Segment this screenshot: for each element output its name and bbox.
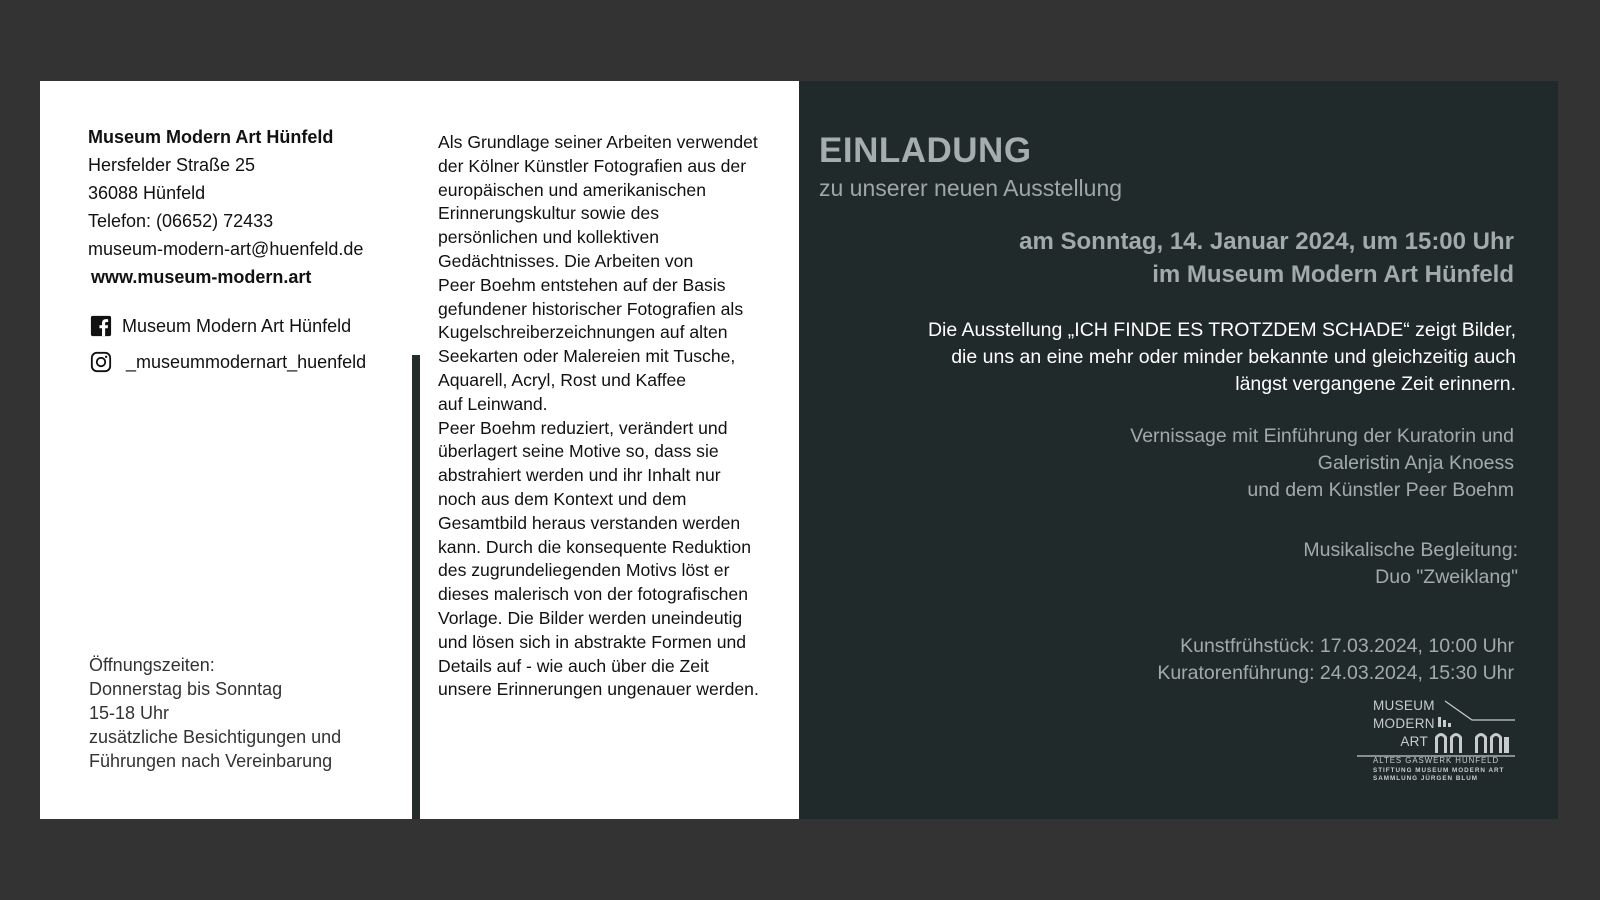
website-link: www.museum-modern.art	[91, 267, 312, 287]
vernissage-line: Galeristin Anja Knoess	[1317, 452, 1514, 474]
description-line: der Kölner Künstler Fotografien aus der	[438, 155, 747, 176]
further-events	[1157, 633, 1514, 687]
description-line: Seekarten oder Malereien mit Tusche,	[438, 346, 736, 367]
exhibition-description	[928, 317, 1516, 398]
hours-time: 15-18 Uhr	[89, 703, 170, 723]
street-address: Hersfelder Straße 25	[88, 155, 256, 175]
instagram-label: _museummodernart_huenfeld	[126, 351, 367, 372]
museum-logo	[1357, 697, 1515, 793]
hours-extra-line: zusätzliche Besichtigungen und	[89, 727, 342, 747]
museum-name: Museum Modern Art Hünfeld	[88, 127, 334, 147]
description-line: kann. Durch die konsequente Reduktion	[438, 536, 751, 557]
music-heading: Musikalische Begleitung:	[1303, 539, 1518, 561]
vernissage-info	[1130, 423, 1514, 504]
instagram-row	[90, 351, 366, 373]
description-line: Vorlage. Die Bilder werden uneindeutig	[438, 607, 743, 628]
description-line: unsere Erinnerungen ungenauer werden.	[438, 679, 759, 700]
invitation-subtitle: zu unserer neuen Ausstellung	[819, 175, 1123, 201]
city-address: 36088 Hünfeld	[88, 183, 206, 203]
info-panel	[40, 81, 799, 819]
description-line: Erinnerungskultur sowie des	[438, 203, 660, 224]
contact-block	[88, 123, 363, 291]
logo-word: MODERN	[1373, 716, 1435, 731]
description-line: Peer Boehm reduziert, verändert und	[438, 417, 728, 438]
facebook-icon	[90, 315, 112, 337]
invitation-title: EINLADUNG	[819, 131, 1032, 170]
description-line: Aquarell, Acryl, Rost und Kaffee	[438, 369, 687, 390]
vernissage-line: und dem Künstler Peer Boehm	[1247, 479, 1514, 501]
description-line: Gesamtbild heraus verstanden werden	[438, 512, 741, 533]
facebook-label: Museum Modern Art Hünfeld	[122, 315, 352, 336]
logo-wordmark	[1373, 697, 1435, 751]
hours-extra-line: Führungen nach Vereinbarung	[89, 751, 333, 771]
event-item: Kuratorenführung: 24.03.2024, 15:30 Uhr	[1157, 662, 1514, 684]
description-line: Kugelschreiberzeichnungen auf alten	[438, 322, 728, 343]
description-line: auf Leinwand.	[438, 393, 548, 414]
description-line: noch aus dem Kontext und dem	[438, 488, 687, 509]
exhibition-line: längst vergangene Zeit erinnern.	[1235, 373, 1516, 395]
vertical-divider	[412, 355, 420, 819]
opening-hours	[89, 653, 341, 773]
description-line: Details auf - wie auch über die Zeit	[438, 655, 709, 676]
facebook-row	[90, 315, 351, 337]
invitation-card	[40, 81, 1558, 819]
logo-subline: SAMMLUNG JÜRGEN BLUM	[1373, 775, 1479, 782]
logo-word: MUSEUM	[1373, 698, 1435, 713]
exhibition-line: die uns an eine mehr oder minder bekannte und gleichzeitig auch	[951, 346, 1516, 368]
artist-description	[438, 131, 783, 702]
description-line: Gedächtnisses. Die Arbeiten von	[438, 250, 694, 271]
logo-subline: ALTES GASWERK HÜNFELD	[1373, 756, 1500, 765]
logo-word: ART	[1400, 734, 1428, 749]
music-info	[1303, 537, 1518, 591]
event-item: Kunstfrühstück: 17.03.2024, 10:00 Uhr	[1180, 635, 1514, 657]
description-line: dieses malerisch von der fotografischen	[438, 584, 749, 605]
hours-heading: Öffnungszeiten:	[89, 655, 215, 675]
exhibition-line: Die Ausstellung „ICH FINDE ES TROTZDEM SCHADE“ zeigt Bilder,	[927, 319, 1516, 341]
description-line: abstrahiert werden und ihr Inhalt nur	[438, 465, 721, 486]
event-date: am Sonntag, 14. Januar 2024, um 15:00 Uhr	[1019, 228, 1514, 255]
event-location: im Museum Modern Art Hünfeld	[1152, 261, 1514, 288]
logo-subline: STIFTUNG MUSEUM MODERN ART	[1373, 767, 1505, 774]
description-line: europäischen und amerikanischen	[438, 179, 706, 200]
description-line: gefundener historischer Fotografien als	[438, 298, 744, 319]
description-line: und lösen sich in abstrakte Formen und	[438, 631, 747, 652]
description-line: persönlichen und kollektiven	[438, 227, 660, 248]
email-address: museum-modern-art@huenfeld.de	[88, 239, 364, 259]
music-band: Duo "Zweiklang"	[1375, 566, 1518, 588]
vernissage-line: Vernissage mit Einführung der Kuratorin und	[1130, 425, 1514, 447]
description-line: des zugrundeliegenden Motivs löst er	[438, 560, 730, 581]
description-line: Als Grundlage seiner Arbeiten verwendet	[438, 132, 758, 152]
description-line: Peer Boehm entstehen auf der Basis	[438, 274, 726, 295]
event-date-block	[1019, 225, 1514, 291]
phone-number: Telefon: (06652) 72433	[88, 211, 274, 231]
description-line: überlagert seine Motive so, dass sie	[438, 441, 719, 462]
instagram-icon	[90, 351, 112, 373]
hours-days: Donnerstag bis Sonntag	[89, 679, 283, 699]
